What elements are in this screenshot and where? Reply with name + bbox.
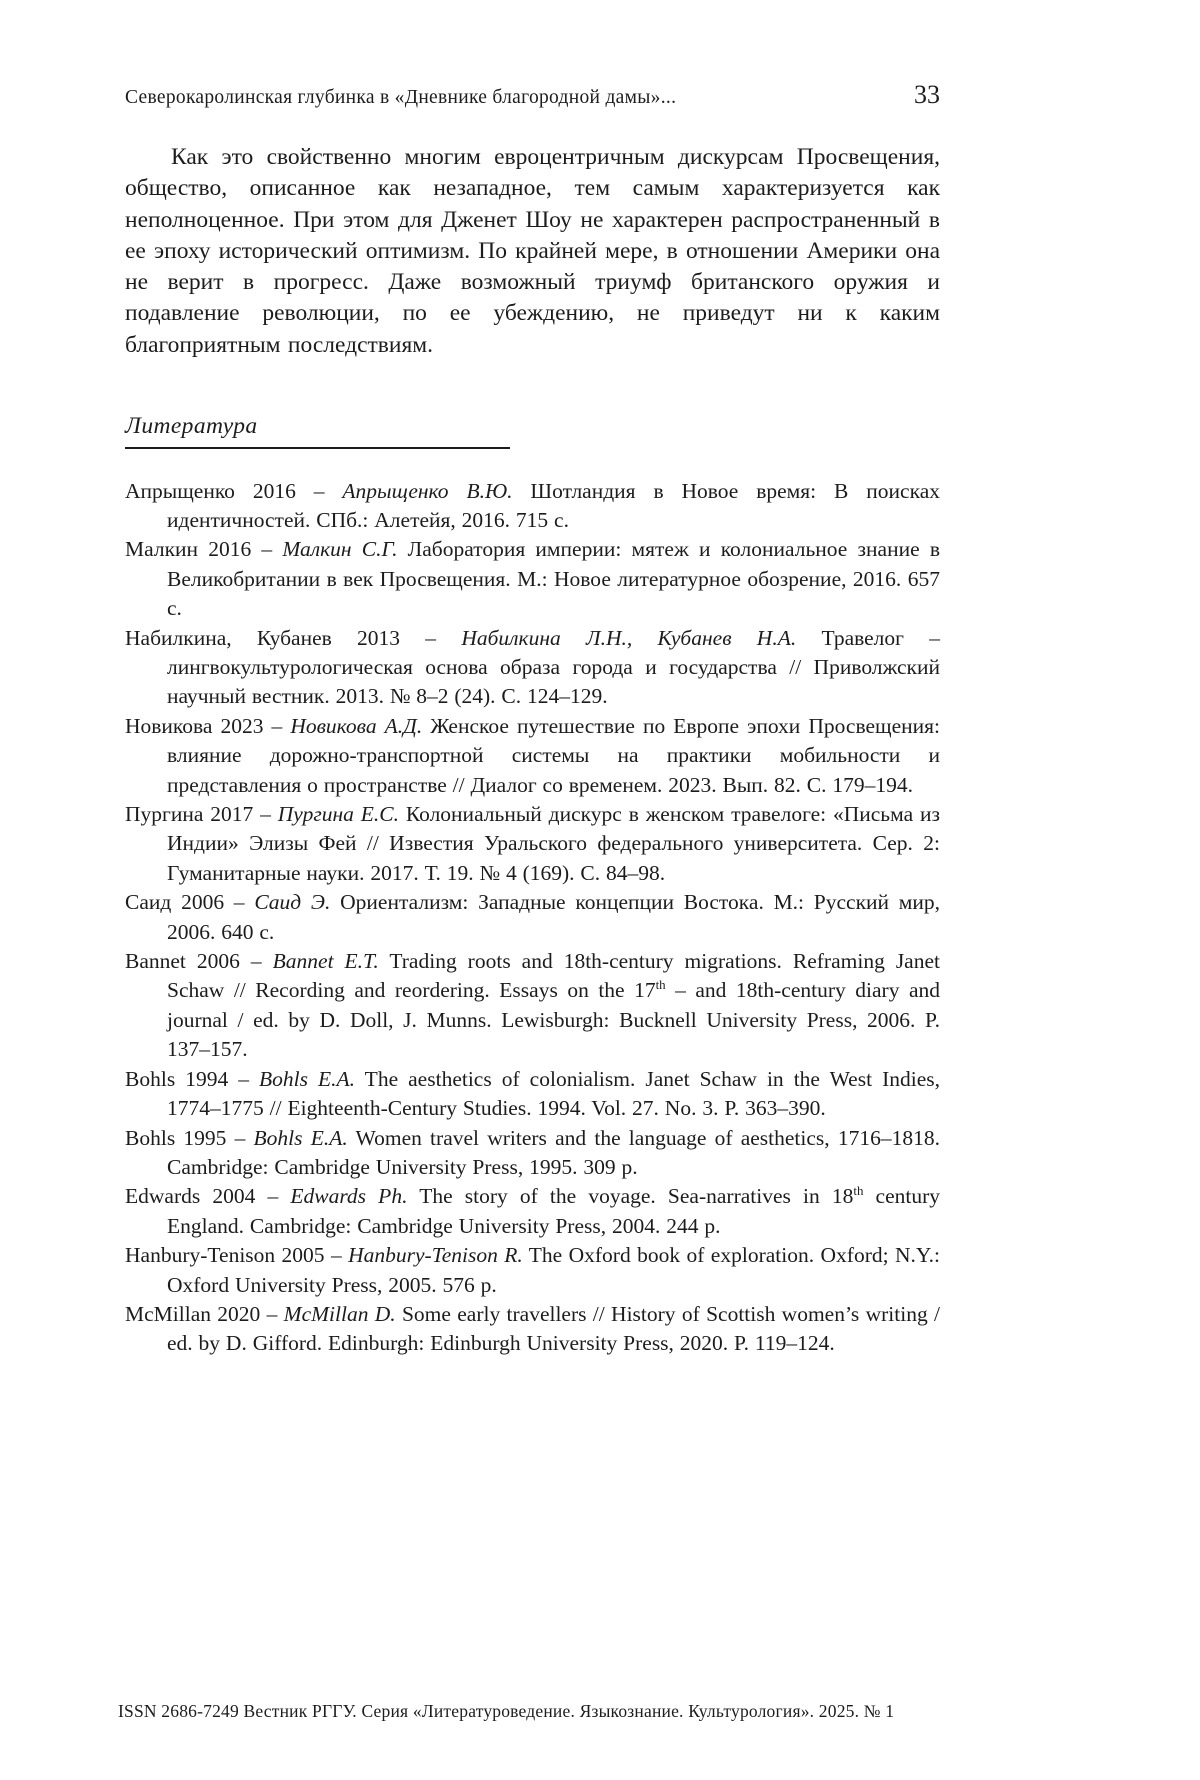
reference-entry (125, 947, 940, 1065)
reference-segment: Набилкина, Кубанев 2013 – (125, 625, 462, 650)
reference-segment: – and 18th-century diary and journal / ed. by D. Doll, J. Munns. Lewisburgh: Bucknell University Press, 2006. P. 137–157. (167, 978, 940, 1062)
page-footer (118, 1701, 1082, 1722)
issn-line: ISSN 2686-7249 Вестник РГГУ. Серия «Литературоведение. Языкознание. Культурология». 2025. № 1 (118, 1701, 895, 1721)
reference-segment: The story of the voyage. Sea-narratives in 18 (407, 1184, 854, 1209)
reference-segment: Колониальный дискурс в женском травелоге: «Письма из Индии» Элизы Фей // Известия Уральского федерального университета. Сер. 2: Гуманитарные науки. 2017. Т. 19. № 4 (169). С. 84–98. (167, 802, 940, 885)
reference-segment: Шотландия в Новое время: В поисках идентичностей. СПб.: Алетейя, 2016. 715 с. (167, 478, 941, 532)
reference-segment: Пургина 2017 – (125, 802, 278, 827)
reference-segment: Набилкина Л.Н., Кубанев Н.А. (461, 625, 797, 650)
references-list (125, 477, 940, 1359)
reference-segment: Женское путешествие по Европе эпохи Просвещения: влияние дорожно-транспортной системы на практики мобильности и представления о пространстве // Диалог со временем. 2023. Вып. 82. С. 179–194. (167, 713, 940, 797)
reference-entry (125, 800, 940, 888)
reference-segment: Пургина Е.С. (277, 802, 399, 827)
reference-segment: The aesthetics of colonialism. Janet Schaw in the West Indies, 1774–1775 // Eighteenth-Century Studies. 1994. Vol. 27. No. 3. P. 363–390. (167, 1066, 940, 1121)
reference-segment: Bohls 1995 – (125, 1125, 254, 1150)
reference-segment: Апрыщенко В.Ю. (342, 478, 513, 503)
reference-segment: Bohls E.A. (259, 1066, 356, 1091)
reference-entry (125, 1065, 940, 1124)
reference-segment: Травелог – лингвокультурологическая основа образа города и государства // Приволжский научный вестник. 2013. № 8–2 (24). С. 124–129. (167, 625, 941, 709)
reference-segment: th (655, 978, 666, 993)
page-header (125, 80, 940, 110)
reference-segment: Bannet 2006 – (125, 949, 273, 974)
reference-segment: Малкин С.Г. (282, 537, 398, 562)
reference-entry (125, 888, 940, 947)
reference-segment: Some early travellers // History of Scottish women’s writing / ed. by D. Gifford. Edinburgh: Edinburgh University Press, 2020. P. 119–124. (167, 1301, 940, 1356)
body-paragraph: Как это свойственно многим евроцентричным дискурсам Просвещения, общество, описанное как незападное, тем самым характеризуется как неполноценное. При этом для Дженет Шоу не характерен распространенный в ее эпоху исторический оптимизм. По крайней мере, в отношении Америки она не верит в прогресс. Даже возможный триумф британского оружия и подавление революции, по ее убеждению, не приведут ни к каким благоприятным последствиям. (125, 144, 940, 358)
reference-segment: Women travel writers and the language of aesthetics, 1716–1818. Cambridge: Cambridge University Press, 1995. 309 p. (167, 1125, 940, 1179)
reference-segment: Bohls 1994 – (125, 1066, 260, 1091)
reference-entry (125, 624, 940, 712)
reference-segment: Bohls E.A. (253, 1125, 348, 1150)
reference-segment: Trading roots and 18th-century migrations. Reframing Janet Schaw // Recording and reordering. Essays on the 17 (167, 949, 940, 1003)
reference-segment: Hanbury-Tenison R. (348, 1243, 523, 1268)
reference-segment: The Oxford book of exploration. Oxford; N.Y.: Oxford University Press, 2005. 576 p. (167, 1243, 940, 1297)
bibliography-heading-rule (125, 447, 510, 449)
reference-segment: Саид Э. (254, 890, 331, 915)
reference-segment: McMillan 2020 – (125, 1301, 284, 1326)
reference-segment: McMillan D. (283, 1301, 396, 1326)
bibliography-heading: Литература (125, 413, 258, 440)
reference-segment: Ориентализм: Западные концепции Востока. М.: Русский мир, 2006. 640 с. (167, 890, 941, 944)
reference-entry (125, 712, 940, 800)
reference-segment: century England. Cambridge: Cambridge University Press, 2004. 244 p. (167, 1184, 941, 1238)
reference-segment: Малкин 2016 – (125, 537, 283, 562)
reference-segment: Новикова 2023 – (125, 713, 291, 738)
reference-segment: th (853, 1184, 864, 1199)
reference-entry (125, 1124, 940, 1183)
reference-entry (125, 477, 940, 536)
reference-entry (125, 1300, 940, 1359)
reference-segment: Саид 2006 – (125, 890, 255, 915)
running-title: Северокаролинская глубинка в «Дневнике благородной дамы»... (125, 87, 677, 108)
reference-segment: Новикова А.Д. (290, 713, 423, 738)
reference-segment: Апрыщенко 2016 – (125, 478, 343, 503)
page-content (125, 80, 940, 1359)
reference-segment: Bannet E.T. (272, 949, 379, 974)
page-number: 33 (914, 80, 940, 109)
reference-segment: Лаборатория империи: мятеж и колониальное знание в Великобритании в век Просвещения. М.: Новое литературное обозрение, 2016. 657 с. (167, 537, 940, 621)
reference-segment: Edwards 2004 – (125, 1184, 291, 1209)
reference-entry (125, 1182, 940, 1241)
reference-entry (125, 1241, 940, 1300)
reference-segment: Edwards Ph. (290, 1184, 408, 1209)
reference-entry (125, 535, 940, 623)
reference-segment: Hanbury-Tenison 2005 – (125, 1243, 349, 1268)
